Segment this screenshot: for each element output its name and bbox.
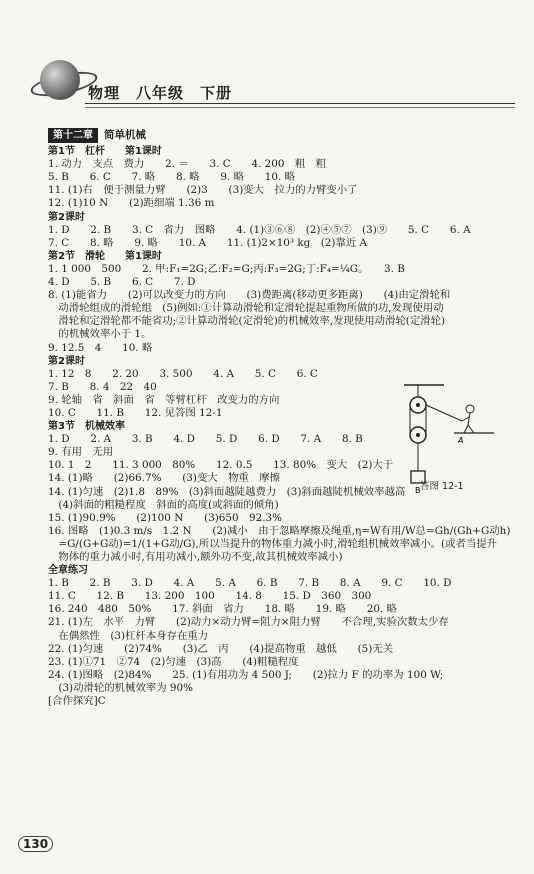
section-heading: 第3节 机械效率: [48, 421, 125, 433]
chapter-badge: 第十二章: [48, 128, 98, 143]
answer-line: 1. D 2. A 3. B 4. D 5. D 6. D 7. A 8. B: [48, 433, 363, 446]
answer-line: 动滑轮组成的滑轮组 (5)例如:①计算动滑轮和定滑轮提起重物所做的功,发现使用动: [48, 302, 444, 315]
rope-pull: [426, 405, 462, 421]
answer-line: 7. B 8. 4 22 40: [48, 380, 157, 393]
answer-line: 24. (1)图略 (2)84% 25. (1)有用功为 4 500 J; (2)拉力 F 的功率为 100 W;: [48, 668, 444, 681]
answer-line: 10. 1 2 11. 3 000 80% 12. 0.5 13. 80% 变大 (2)大于: [48, 459, 394, 472]
answer-line: 14. (1)匀速 (2)1.8 89% (3)斜面越陡越费力 (3)斜面越陡机械效率越高: [48, 485, 406, 498]
answer-line: 9. 12.5 4 10. 略: [48, 341, 153, 354]
answer-line: 1. B 2. B 3. D 4. A 5. A 6. B 7. B 8. A 9. C 10. D: [48, 577, 452, 590]
section-heading: 第2节 滑轮 第1课时: [48, 250, 162, 262]
answer-line: 的机械效率小于 1。: [48, 328, 152, 341]
answer-line: [合作探究]C: [48, 695, 106, 708]
answer-line: 21. (1)左 水平 力臂 (2)动力×动力臂=阻力×阻力臂 不合理,实验次数太少存: [48, 616, 449, 629]
globe-icon: [40, 60, 80, 100]
answer-line: 15. (1)90.9% (2)100 N (3)650 92.3%: [48, 511, 283, 524]
section-heading: 第1节 杠杆 第1课时: [48, 146, 162, 158]
figure-caption: 答图 12-1: [420, 481, 464, 492]
answer-line: 1. 1 000 500 2. 甲:F₁=2G;乙:F₂=G;丙:F₃=2G;丁:F₄=¼G。 3. B: [48, 262, 405, 275]
label-A: A: [458, 436, 464, 445]
answer-line: 4. D 5. B 6. C 7. D: [48, 276, 196, 289]
movable-pulley-axle: [416, 433, 420, 437]
answer-line: 滑轮和定滑轮都不能省功;②计算动滑轮(定滑轮)的机械效率,发现使用动滑轮(定滑轮): [48, 315, 446, 328]
answer-line: 1. 动力 支点 费力 2. ＝ 3. C 4. 200 粗 粗: [48, 158, 327, 171]
person-head: [466, 405, 474, 413]
answer-line: 11. C 12. B 13. 200 100 14. 8 15. D 360 300: [48, 590, 372, 603]
answer-line: 1. 12 8 2. 20 3. 500 4. A 5. C 6. C: [48, 367, 318, 380]
fixed-pulley-axle: [416, 403, 420, 407]
answer-line: 11. (1)右 便于测量力臂 (2)3 (3)变大 拉力的力臂变小了: [48, 184, 358, 197]
answer-line: 在偶然性 (3)杠杆本身存在重力: [48, 629, 209, 642]
answer-line: 14. (1)略 (2)66.7% (3)变大 物重 摩擦: [48, 472, 281, 485]
answer-line: 9. 有用 无用: [48, 446, 114, 459]
answer-line: 物体的重力减小时,有用功减小,额外功不变,故其机械效率减小): [48, 551, 343, 563]
person-leg2: [468, 425, 474, 433]
chapter-heading: [48, 128, 508, 143]
answer-line: 12. (1)10 N (2)距细端 1.36 m: [48, 197, 215, 210]
person-arm: [462, 417, 469, 421]
answer-line: 9. 轮轴 省 斜面 省 等臂杠杆 改变力的方向: [48, 393, 280, 406]
answer-line: (3)动滑轮的机械效率为 90%: [48, 681, 194, 694]
header-rule-thin: [85, 107, 515, 108]
page-header: [30, 58, 520, 108]
answer-line: 7. C 8. 略 9. 略 10. A 11. (1)2×10³ kg (2)靠近 A: [48, 236, 368, 249]
answer-line: 22. (1)匀速 (2)74% (3)乙 丙 (4)提高物重 越低 (5)无关: [48, 642, 394, 655]
section-heading: 第2课时: [48, 211, 85, 223]
answer-line: 8. (1)能省力 (2)可以改变力的方向 (3)费距离(移动更多距离) (4)由定滑轮和: [48, 289, 451, 302]
answer-line: 5. B 6. C 7. 略 8. 略 9. 略 10. 略: [48, 171, 295, 184]
person-leg1: [464, 425, 468, 433]
answer-line: 10. C 11. B 12. 见答图 12-1: [48, 406, 223, 419]
header-rule: [85, 103, 515, 104]
person-body: [468, 413, 470, 425]
answer-line: 1. D 2. B 3. C 省力 图略 4. (1)③⑥⑧ (2)④⑤⑦ (3)⑨ 5. C 6. A: [48, 223, 471, 236]
book-title: 物理 八年级 下册: [88, 84, 233, 102]
answer-line: 23. (1)①71 ②74 (2)匀速 (3)高 (4)粗糙程度: [48, 655, 299, 668]
answer-line: (4)斜面的粗糙程度 斜面的高度(或斜面的倾角): [48, 498, 279, 511]
page-number: 130: [18, 836, 53, 852]
chapter-title: 简单机械: [104, 129, 146, 141]
section-heading: 全章练习: [48, 565, 88, 577]
answer-line: 16. 图略 (1)0.3 m/s 1.2 N (2)减小 由于忽略摩擦及绳重,η=W有用/W总=Gh/(Gh+G动h): [48, 524, 511, 537]
answer-line: 16. 240 480 50% 17. 斜面 省力 18. 略 19. 略 20. 略: [48, 603, 397, 616]
label-B: B: [415, 486, 421, 495]
answer-line: =G/(G+G动)=1/(1+G动/G),所以当提升的物体重力减小时,滑轮组机械效率减小。(或者当提升: [48, 537, 498, 550]
section-heading: 第2课时: [48, 355, 85, 367]
